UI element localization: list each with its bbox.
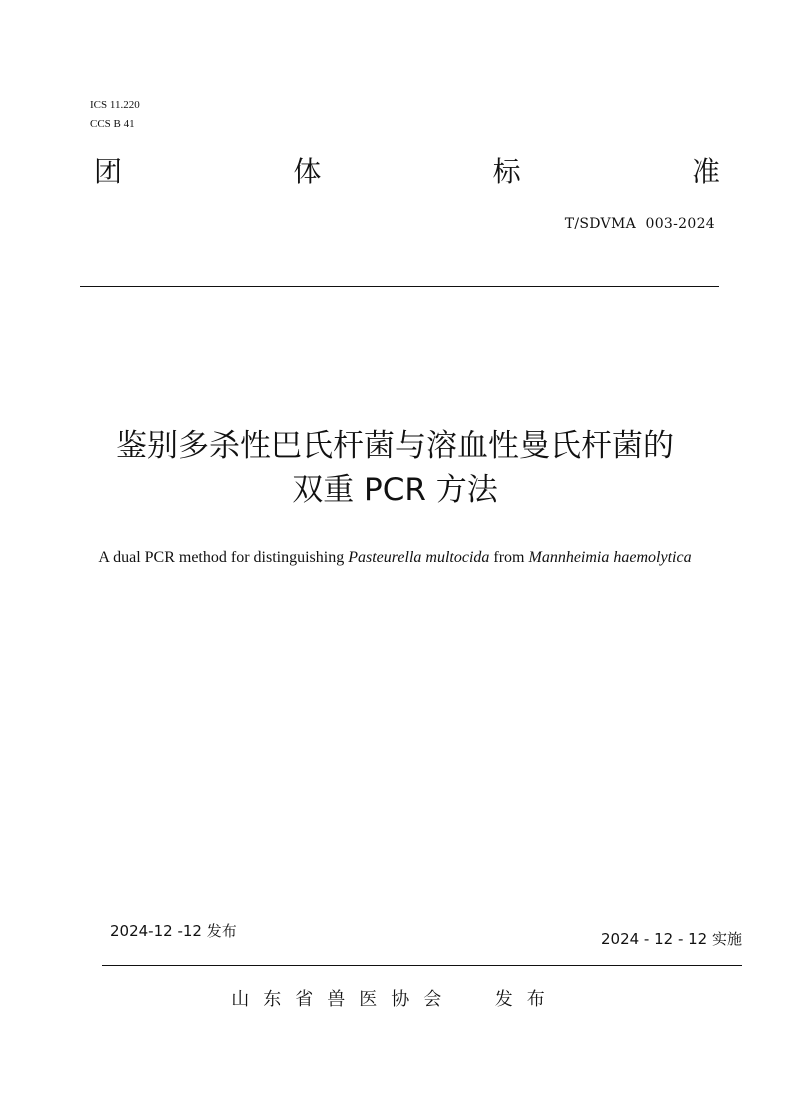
standard-type-char: 体: [293, 155, 322, 188]
classification-codes: [90, 96, 140, 134]
standard-number: T/SDVMA 003-2024: [564, 216, 715, 232]
english-title: [80, 546, 710, 570]
english-title-middle: from: [489, 549, 529, 566]
publisher-org: 山东省兽医协会: [231, 989, 456, 1010]
publisher-action: 发布: [494, 989, 559, 1010]
ics-code: ICS 11.220: [90, 99, 140, 111]
standard-type-char: 准: [691, 155, 720, 188]
standard-type-char: 标: [492, 155, 521, 188]
ccs-code: CCS B 41: [90, 118, 135, 130]
document-title: [60, 424, 730, 512]
implementation-date: 2024 - 12 - 12 实施: [600, 930, 742, 948]
standard-type-char: 团: [94, 155, 123, 188]
issue-date: 2024-12 -12 发布: [110, 922, 237, 940]
standard-type-heading: [94, 152, 720, 192]
publisher-line: [0, 985, 790, 1011]
title-line-1: 鉴别多杀性巴氏杆菌与溶血性曼氏杆菌的: [116, 428, 674, 464]
english-title-prefix: A dual PCR method for distinguishing: [98, 549, 349, 566]
species-name-1: Pasteurella multocida: [348, 549, 490, 566]
bottom-divider: [102, 965, 742, 966]
species-name-2: Mannheimia haemolytica: [528, 549, 692, 566]
title-line-2: 双重 PCR 方法: [292, 472, 498, 508]
top-divider: [80, 286, 719, 287]
